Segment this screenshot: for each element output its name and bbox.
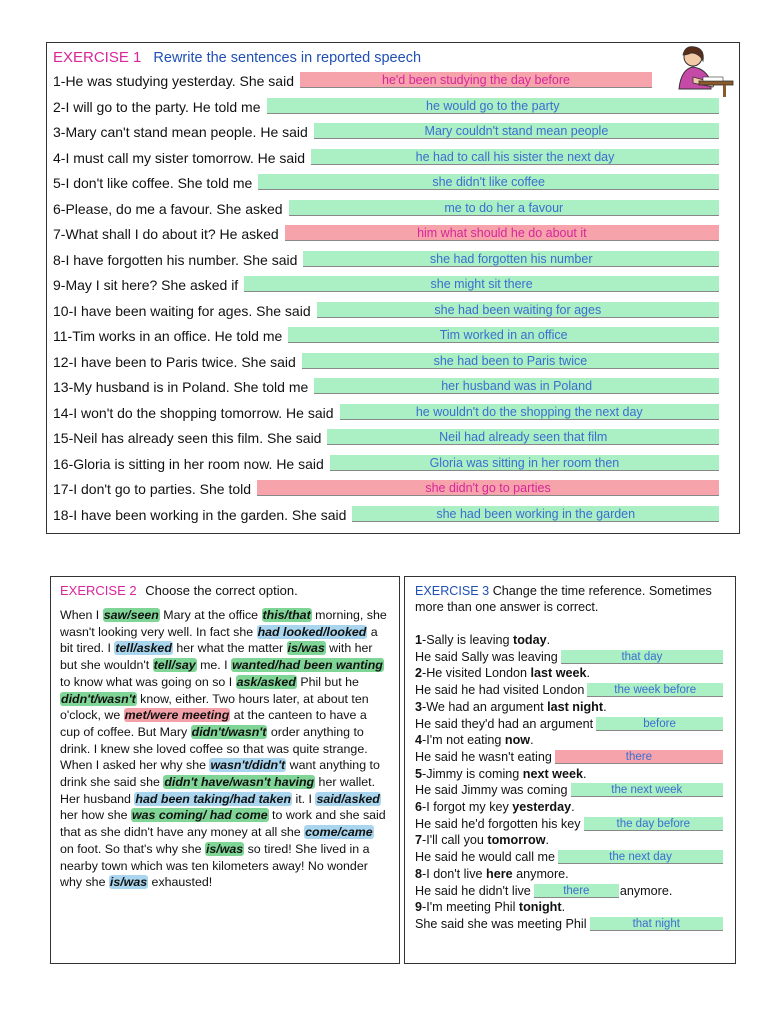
exercise-3-sentence-end: . — [571, 800, 575, 814]
exercise-3-reported — [415, 682, 584, 698]
exercise-3-answer-field[interactable]: there — [555, 750, 723, 764]
exercise-3-sentence-end: . — [582, 766, 587, 781]
exercise-1-question: 2-I will go to the party. He told me — [53, 98, 261, 115]
exercise-3-reported-text: He said they'd had an argument — [415, 716, 594, 731]
exercise-2-option[interactable]: said/asked — [316, 791, 380, 806]
exercise-2-option[interactable]: tell/say — [153, 658, 196, 673]
exercise-1-question: 13-My husband is in Poland. She told me — [53, 379, 309, 396]
exercise-2-option[interactable]: met/were meeting — [124, 708, 230, 723]
exercise-3-reported — [415, 849, 555, 865]
exercise-2-option[interactable]: tell/asked — [115, 641, 172, 656]
exercise-2-option[interactable]: is/was — [109, 875, 148, 890]
exercise-1-label: EXERCISE 1 — [53, 49, 142, 66]
exercise-2-text: Mary at the office — [159, 608, 262, 622]
exercise-3-instruction: Change the time reference. Sometimes more than one answer is correct. — [415, 584, 712, 614]
exercise-3-answer-field[interactable]: that night — [590, 917, 723, 931]
exercise-1-item — [53, 148, 305, 166]
exercise-3-number: 4 — [415, 733, 423, 748]
exercise-3-time-word: now — [504, 733, 531, 748]
exercise-1-answer-field[interactable]: she had forgotten his number — [303, 251, 719, 267]
exercise-1-answer-field[interactable]: she might sit there — [244, 276, 719, 292]
exercise-3-sentence-end: anymore. — [512, 866, 569, 881]
exercise-1-question: 5-I don't like coffee. She told me — [53, 175, 253, 192]
exercise-2-text: her wallet. Her husband — [60, 775, 376, 806]
exercise-3-number: 5 — [415, 766, 423, 781]
exercise-3-reported-text: He said he'd forgotten his key — [415, 816, 581, 831]
exercise-1-item — [53, 505, 346, 523]
exercise-2-text: with her but she wouldn't — [60, 641, 373, 673]
exercise-1-item — [53, 71, 294, 89]
exercise-1-question: 4-I must call my sister tomorrow. He said — [53, 149, 306, 166]
exercise-2-option[interactable]: ask/asked — [236, 674, 296, 689]
exercise-3-answer-field[interactable]: the day before — [584, 817, 723, 831]
exercise-2-panel — [50, 576, 400, 964]
exercise-3-sentence-end: . — [561, 900, 566, 915]
exercise-1-question: 6-Please, do me a favour. She asked — [53, 200, 283, 217]
exercise-3-sentence-text: -I'll call you — [422, 833, 488, 848]
exercise-1-item — [53, 224, 279, 242]
exercise-2-option[interactable]: had been taking/had taken — [135, 791, 292, 806]
exercise-1-item — [53, 250, 297, 268]
exercise-1-item — [53, 377, 308, 395]
exercise-1-answer-field[interactable]: Mary couldn't stand mean people — [314, 123, 719, 139]
exercise-1-answer-field[interactable]: she had been to Paris twice — [302, 353, 719, 369]
exercise-3-sentence-end: . — [586, 666, 591, 681]
exercise-3-sentence-end: . — [546, 633, 551, 647]
exercise-1-answer-field[interactable]: he wouldn't do the shopping the next day — [340, 404, 720, 420]
exercise-1-panel — [46, 42, 740, 534]
exercise-1-answer-field[interactable]: Tim worked in an office — [288, 327, 719, 343]
exercise-1-item — [53, 352, 296, 370]
exercise-2-option[interactable]: didn't/wasn't — [191, 724, 267, 739]
exercise-3-number: 2 — [415, 666, 423, 681]
exercise-2-text: her how she — [60, 808, 131, 823]
exercise-3-label: EXERCISE 3 — [415, 584, 490, 598]
exercise-3-answer-field[interactable]: the week before — [587, 683, 723, 697]
exercise-3-reported — [415, 716, 593, 732]
exercise-3-answer-field[interactable]: there — [534, 884, 619, 898]
exercise-3-time-word: next week — [522, 766, 583, 781]
exercise-3-title — [415, 583, 725, 615]
exercise-3-time-word: here — [486, 866, 513, 881]
exercise-2-text: exhausted! — [148, 875, 213, 890]
exercise-3-sentence — [415, 665, 590, 681]
exercise-2-title — [60, 583, 298, 598]
exercise-1-answer-field[interactable]: she had been waiting for ages — [317, 302, 719, 318]
exercise-2-text: her what the matter — [172, 641, 287, 656]
exercise-1-item — [53, 403, 334, 421]
exercise-1-question: 9-May I sit here? She asked if — [53, 277, 239, 294]
exercise-1-answer-field[interactable]: she didn't like coffee — [258, 174, 719, 190]
exercise-2-text: on foot. So that's why she — [60, 841, 205, 856]
exercise-3-reported-text: He said he wasn't eating — [415, 749, 552, 764]
exercise-3-reported-text: He said Jimmy was coming — [415, 783, 568, 798]
exercise-2-text: When I — [60, 608, 103, 622]
exercise-2-text: want anything to drink she said she — [60, 758, 380, 790]
exercise-3-sentence — [415, 632, 550, 648]
exercise-3-reported-text: He said Sally was leaving — [415, 649, 558, 664]
exercise-3-reported — [415, 649, 558, 665]
exercise-2-instruction: Choose the correct option. — [145, 583, 298, 598]
exercise-2-option[interactable]: come/came — [305, 825, 373, 840]
exercise-2-option[interactable]: didn't have/wasn't having — [164, 775, 315, 790]
exercise-2-option[interactable]: wasn't/didn't — [210, 758, 286, 773]
exercise-3-number: 8 — [415, 866, 423, 881]
exercise-2-option[interactable]: this/that — [262, 608, 311, 622]
exercise-1-answer-field[interactable]: Neil had already seen that film — [327, 429, 719, 445]
teacher-at-desk-illustration — [663, 43, 735, 99]
exercise-3-time-word: yesterday — [512, 800, 572, 814]
exercise-3-reported-text: He said he would call me — [415, 850, 556, 865]
exercise-1-answer-field[interactable]: he'd been studying the day before — [300, 72, 652, 88]
exercise-3-sentence-end: . — [530, 733, 534, 748]
exercise-1-answer-field[interactable]: she had been working in the garden — [352, 506, 719, 522]
exercise-1-item — [53, 454, 324, 472]
exercise-1-answer-field[interactable]: me to do her a favour — [289, 200, 719, 216]
exercise-3-reported-text: He said he didn't live — [415, 883, 531, 898]
exercise-1-item — [53, 479, 251, 497]
exercise-2-option[interactable]: wanted/had been wanting — [232, 658, 383, 673]
exercise-2-text: order anything to drink. I knew she loved coffee so that was quite strange. When I asked her why she — [60, 724, 368, 773]
exercise-1-question: 1-He was studying yesterday. She said — [53, 73, 294, 90]
exercise-3-time-word: last night — [547, 699, 604, 714]
exercise-3-sentence-end: . — [545, 833, 549, 848]
exercise-3-sentence-end: . — [603, 699, 607, 714]
exercise-1-title — [53, 49, 421, 66]
exercise-2-text: Phil but he — [296, 674, 359, 689]
exercise-3-sentence-text: -I'm meeting Phil — [422, 900, 519, 915]
exercise-1-item — [53, 428, 321, 446]
exercise-1-item — [53, 301, 311, 319]
exercise-3-sentence-text: -Sally is leaving — [422, 633, 514, 647]
exercise-3-sentence-text: -I forgot my key — [422, 800, 513, 814]
exercise-1-item — [53, 275, 238, 293]
exercise-3-sentence — [415, 899, 565, 915]
exercise-3-reported — [415, 782, 568, 798]
exercise-3-sentence-text: -We had an argument — [422, 699, 548, 714]
exercise-1-answer-field[interactable]: Gloria was sitting in her room then — [330, 455, 719, 471]
exercise-3-sentence-text: -I don't live — [422, 866, 487, 881]
exercise-2-text: morning, she wasn't looking very well. In fact she — [60, 608, 387, 639]
exercise-3-sentence — [415, 832, 549, 848]
exercise-3-sentence — [415, 799, 575, 815]
exercise-3-time-word: last week — [530, 666, 587, 681]
exercise-1-question: 14-I won't do the shopping tomorrow. He said — [53, 404, 334, 421]
exercise-1-answer-field[interactable]: she didn't go to parties — [257, 480, 719, 496]
exercise-2-option[interactable]: saw/seen — [103, 608, 159, 622]
exercise-1-item — [53, 122, 308, 140]
exercise-2-text: to know what was going on so I — [60, 674, 236, 689]
exercise-1-question: 11-Tim works in an office. He told me — [53, 328, 283, 345]
exercise-2-text: to work and she said that as she didn't have any money at all she — [60, 808, 386, 840]
exercise-3-time-word: tonight — [518, 900, 562, 915]
exercise-3-sentence — [415, 866, 569, 882]
exercise-2-text: at the canteen to have a cup of coffee. But Mary — [60, 708, 367, 739]
exercise-2-option[interactable]: is/was — [287, 641, 325, 656]
exercise-3-number: 7 — [415, 833, 423, 848]
exercise-2-option[interactable]: had looked/looked — [257, 624, 367, 639]
exercise-1-question: 3-Mary can't stand mean people. He said — [53, 124, 308, 141]
exercise-2-text: so tired! She lived in a nearby town which was ten kilometers away! No wonder why she — [60, 841, 370, 890]
exercise-3-time-word: tomorrow — [487, 833, 546, 848]
exercise-2-text: a bit tired. I — [60, 624, 378, 656]
exercise-3-number: 9 — [415, 900, 423, 915]
exercise-2-passage — [60, 607, 390, 891]
exercise-1-question: 10-I have been waiting for ages. She said — [53, 302, 311, 319]
exercise-3-sentence-text: -He visited London — [422, 666, 531, 681]
exercise-1-answer-field[interactable]: he had to call his sister the next day — [311, 149, 719, 165]
exercise-3-answer-field[interactable]: the next day — [558, 850, 723, 864]
exercise-3-sentence-text: -I'm not eating — [422, 733, 505, 748]
exercise-3-sentence — [415, 732, 534, 748]
exercise-3-reported-text: She said she was meeting Phil — [415, 916, 587, 931]
exercise-3-answer-field[interactable]: before — [596, 717, 723, 731]
exercise-3-time-word: today — [513, 633, 547, 647]
exercise-1-question: 8-I have forgotten his number. She said — [53, 251, 298, 268]
exercise-3-number: 6 — [415, 800, 423, 814]
exercise-1-question: 15-Neil has already seen this film. She said — [53, 430, 322, 447]
exercise-1-question: 7-What shall I do about it? He asked — [53, 226, 279, 243]
exercise-3-reported-text: He said he had visited London — [415, 683, 585, 698]
exercise-2-option[interactable]: is/was — [205, 841, 244, 856]
exercise-2-option[interactable]: didn't/wasn't — [61, 691, 136, 706]
exercise-2-text: it. I — [292, 791, 316, 806]
exercise-3-sentence-text: -Jimmy is coming — [422, 766, 523, 781]
exercise-1-answer-field[interactable]: he would go to the party — [267, 98, 720, 114]
exercise-3-sentence — [415, 766, 586, 782]
exercise-1-instruction: Rewrite the sentences in reported speech — [153, 50, 422, 66]
exercise-3-reported — [415, 816, 581, 832]
exercise-3-reported-end: anymore. — [619, 883, 673, 898]
exercise-1-question: 18-I have been working in the garden. She said — [53, 506, 347, 523]
exercise-3-number: 1 — [415, 633, 423, 647]
exercise-2-label: EXERCISE 2 — [60, 583, 137, 598]
exercise-3-reported — [415, 916, 587, 932]
exercise-1-item — [53, 97, 261, 115]
exercise-1-item — [53, 173, 252, 191]
exercise-3-panel — [404, 576, 736, 964]
exercise-3-sentence — [415, 699, 607, 715]
exercise-1-question: 12-I have been to Paris twice. She said — [53, 353, 296, 370]
exercise-3-reported — [415, 749, 552, 765]
exercise-3-number: 3 — [415, 699, 423, 714]
exercise-1-item — [53, 326, 282, 344]
exercise-3-answer-field[interactable]: that day — [561, 650, 723, 664]
exercise-1-answer-field[interactable]: him what should he do about it — [285, 225, 719, 241]
exercise-2-text: me. I — [196, 658, 232, 673]
exercise-1-answer-field[interactable]: her husband was in Poland — [314, 378, 719, 394]
exercise-1-question: 16-Gloria is sitting in her room now. He said — [53, 455, 324, 472]
exercise-1-item — [53, 199, 283, 217]
exercise-2-option[interactable]: was coming/ had come — [131, 808, 268, 823]
exercise-3-answer-field[interactable]: the next week — [571, 783, 723, 797]
exercise-2-text: know, either. Two hours later, at about ten o'clock, we — [60, 691, 369, 723]
exercise-3-reported — [415, 883, 531, 899]
exercise-1-question: 17-I don't go to parties. She told — [53, 481, 252, 498]
